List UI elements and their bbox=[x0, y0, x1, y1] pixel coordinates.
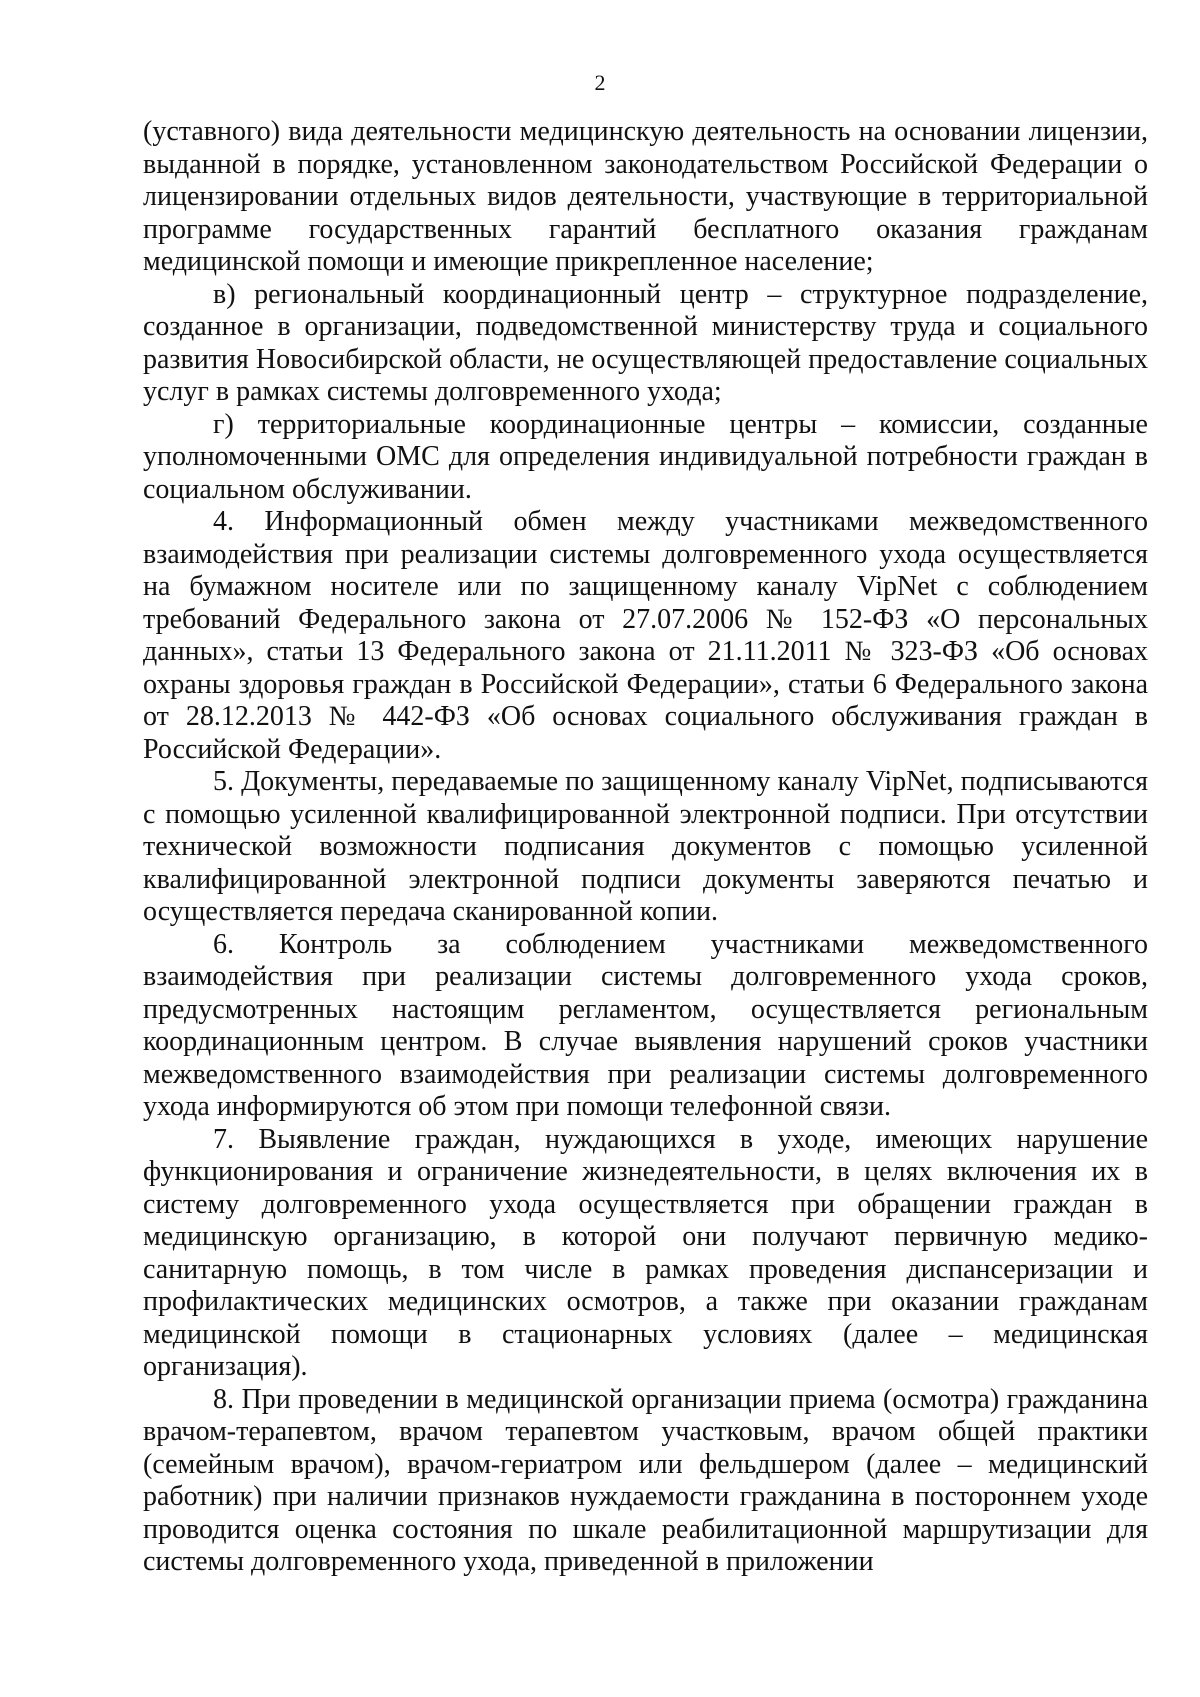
paragraph-item-v: в) региональный координационный центр – структурное подразделение, созданное в организации, подведомственной министерству труда и социального развития Новосибирской области, не осуществляющей предоставление социальных услуг в рамках системы долговременного ухода; bbox=[143, 278, 1148, 407]
page-number: 2 bbox=[594, 70, 606, 95]
paragraph-7: 7. Выявление граждан, нуждающихся в уходе, имеющих нарушение функционирования и ограничение жизнедеятельности, в целях включения их в систему долговременного ухода осуществляется при обращении граждан в медицинскую организацию, в которой они получают первичную медико-санитарную помощь, в том числе в рамках проведения диспансеризации и профилактических медицинских осмотров, а также при оказании гражданам медицинской помощи в стационарных условиях (далее – медицинская организация). bbox=[143, 1123, 1148, 1382]
paragraph-item-g: г) территориальные координационные центры – комиссии, созданные уполномоченными ОМС для определения индивидуальной потребности граждан в социальном обслуживании. bbox=[143, 408, 1148, 505]
paragraph-5: 5. Документы, передаваемые по защищенному каналу VipNet, подписываются с помощью усиленной квалифицированной электронной подписи. При отсутствии технической возможности подписания документов с помощью усиленной квалифицированной электронной подписи документы заверяются печатью и осуществляется передача сканированной копии. bbox=[143, 766, 1148, 927]
paragraph-6: 6. Контроль за соблюдением участниками межведомственного взаимодействия при реализации системы долговременного ухода сроков, предусмотренных настоящим регламентом, осуществляется региональным координационным центром. В случае выявления нарушений сроков участники межведомственного взаимодействия при реализации системы долговременного ухода информируются об этом при помощи телефонной связи. bbox=[143, 928, 1148, 1122]
paragraph-8: 8. При проведении в медицинской организации приема (осмотра) гражданина врачом-терапевтом, врачом терапевтом участковым, врачом общей практики (семейным врачом), врачом-гериатром или фельдшером (далее – медицинский работник) при наличии признаков нуждаемости гражданина в постороннем уходе проводится оценка состояния по шкале реабилитационной маршрутизации для системы долговременного ухода, приведенной в приложении bbox=[143, 1383, 1148, 1577]
paragraph-4: 4. Информационный обмен между участниками межведомственного взаимодействия при реализации системы долговременного ухода осуществляется на бумажном носителе или по защищенному каналу VipNet с соблюдением требований Федерального закона от 27.07.2006 № 152-ФЗ «О персональных данных», статьи 13 Федерального закона от 21.11.2011 № 323-ФЗ «Об основах охраны здоровья граждан в Российской Федерации», статьи 6 Федерального закона от 28.12.2013 № 442-ФЗ «Об основах социального обслуживания граждан в Российской Федерации». bbox=[143, 506, 1148, 765]
document-body bbox=[143, 116, 1148, 1579]
paragraph-continuation: (уставного) вида деятельности медицинскую деятельность на основании лицензии, выданной в порядке, установленном законодательством Российской Федерации о лицензировании отдельных видов деятельности, участвующие в территориальной программе государственных гарантий бесплатного оказания гражданам медицинской помощи и имеющие прикрепленное население; bbox=[143, 116, 1148, 277]
